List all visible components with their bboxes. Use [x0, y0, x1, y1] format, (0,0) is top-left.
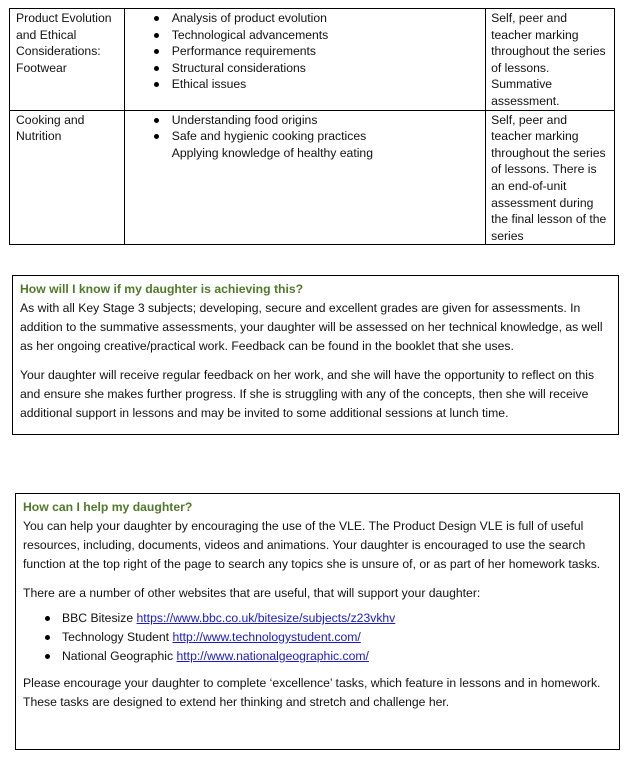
website-name: National Geographic: [62, 649, 174, 663]
bullet-icon: [154, 118, 159, 123]
list-item-text: Performance requirements: [171, 44, 317, 59]
content-cell: [124, 9, 485, 111]
bullet-icon: [45, 635, 50, 640]
website-list: [23, 609, 613, 666]
bullet-icon: [154, 134, 159, 139]
list-item-text: Analysis of product evolution: [171, 11, 327, 25]
list-item: [172, 43, 482, 60]
content-list: [125, 10, 482, 93]
list-item-text: Structural considerations: [171, 60, 306, 75]
help-box: [15, 493, 620, 750]
website-link[interactable]: http://www.nationalgeographic.com/: [176, 649, 369, 663]
bullet-icon: [154, 82, 159, 87]
assessment-cell: [486, 9, 615, 111]
list-item-text: Technological advancements: [171, 27, 329, 42]
help-paragraph: You can help your daughter by encouraging the use of the VLE. The Product Design VLE is full of useful resources, including, documents, videos and animations. Your daughter is encouraged to use the search function at the top right of the page to search any topics she is unsure of, or as part of her homework tasks.: [23, 519, 601, 571]
list-item: [172, 112, 482, 129]
website-link[interactable]: http://www.technologystudent.com/: [172, 630, 361, 644]
topic-cell: [10, 110, 125, 245]
topic-label: Cooking and Nutrition: [16, 112, 85, 144]
content-list: [125, 112, 482, 145]
list-item: [172, 128, 482, 145]
list-item: [62, 609, 613, 628]
help-paragraph: There are a number of other websites that are useful, that will support your daughter:: [23, 586, 481, 600]
list-item: [172, 60, 482, 77]
website-link[interactable]: https://www.bbc.co.uk/bitesize/subjects/z23vkhv: [136, 611, 396, 625]
website-name: Technology Student: [62, 630, 170, 644]
bullet-icon: [154, 66, 159, 71]
list-item: [172, 27, 482, 44]
list-item: [62, 628, 613, 647]
assessment-cell: [486, 110, 615, 245]
bullet-icon: [45, 654, 50, 659]
list-item: [62, 647, 613, 666]
list-item-text: Safe and hygienic cooking practices: [171, 129, 367, 144]
list-item: [172, 10, 482, 27]
list-item: [172, 76, 482, 93]
achieving-paragraph: Your daughter will receive regular feedback on her work, and she will have the opportunity to reflect on this and ensure she makes further progress. If she is struggling with any of the concepts, then she will receive additional support in lessons and may be invited to some additional sessions at lunch time.: [20, 368, 595, 420]
achieving-box: [12, 275, 619, 435]
assessment-text: Self, peer and teacher marking throughout the series of lessons. Summative assessment.: [491, 11, 606, 108]
content-line: Applying knowledge of healthy eating: [171, 145, 373, 160]
list-item-text: Ethical issues: [171, 77, 247, 92]
help-heading: How can I help my daughter?: [23, 500, 193, 514]
topic-label: Product Evolution and Ethical Considerations: Footwear: [16, 11, 112, 75]
list-item-text: Understanding food origins: [171, 112, 318, 127]
content-cell: [124, 110, 485, 245]
topic-cell: [10, 9, 125, 111]
assessment-text: Self, peer and teacher marking throughout the series of lessons. There is an end-of-unit assessment during the final lesson of the series: [491, 112, 607, 243]
help-paragraph: Please encourage your daughter to complete ‘excellence’ tasks, which feature in lessons and in homework. These tasks are designed to extend her thinking and stretch and challenge her.: [23, 676, 601, 709]
bullet-icon: [154, 33, 159, 38]
achieving-paragraph: As with all Key Stage 3 subjects; developing, secure and excellent grades are given for assessments. In addition to the summative assessments, your daughter will be assessed on her technical knowledge, as well as her ongoing creative/practical work. Feedback can be found in the booklet that she uses.: [20, 301, 603, 353]
bullet-icon: [154, 16, 159, 21]
table-row: [10, 110, 615, 245]
bullet-icon: [154, 49, 159, 54]
curriculum-table: [9, 8, 615, 245]
achieving-heading: How will I know if my daughter is achieving this?: [20, 282, 304, 296]
bullet-icon: [45, 616, 50, 621]
website-name: BBC Bitesize: [62, 611, 134, 625]
table-row: [10, 9, 615, 111]
